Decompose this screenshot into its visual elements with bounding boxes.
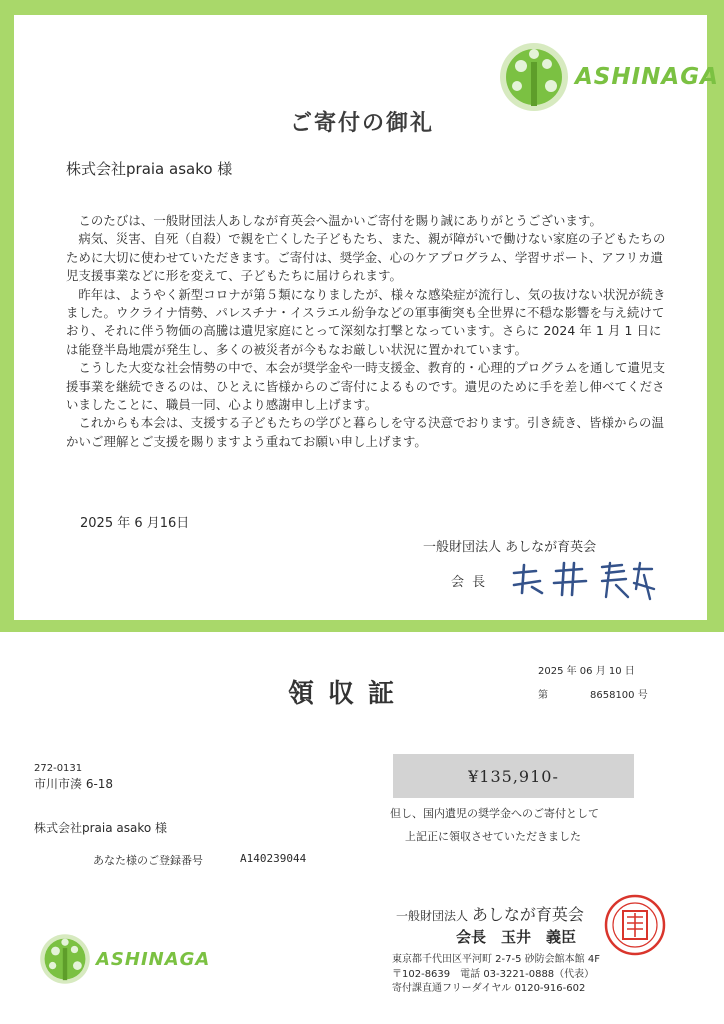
donation-amount: ¥135,910- xyxy=(468,766,559,786)
recipient-address: 市川市湊 6-18 xyxy=(34,777,114,791)
organization-free-dial: 寄付課直通フリーダイヤル 0120-916-602 xyxy=(392,983,586,994)
organization-prefix: 一般財団法人 xyxy=(396,909,469,923)
letter-body xyxy=(66,212,666,451)
receipt-president: 会長 玉井 義臣 xyxy=(456,928,577,946)
organization-name: あしなが育英会 xyxy=(471,905,584,924)
registration-label: あなた様のご登録番号 xyxy=(93,854,203,867)
amount-box xyxy=(393,754,634,798)
receipt-number-label: 第 xyxy=(538,690,548,701)
receipt-number-value: 8658100 号 xyxy=(590,690,648,701)
letter-paragraph: このたびは、一般財団法人あしなが育英会へ温かいご寄付を賜り誠にありがとうございます。 xyxy=(78,213,603,228)
postal-code: 272-0131 xyxy=(34,763,83,774)
ashinaga-logo-small xyxy=(38,932,210,986)
letter-date: 2025 年 6 月16日 xyxy=(80,516,190,531)
receipt-addressee: 株式会社praia asako 様 xyxy=(34,821,168,835)
receipt-note: 但し、国内遺児の奨学金へのご寄付として xyxy=(390,807,599,820)
organization-address: 東京都千代田区平河町 2-7-5 砂防会館本館 4F xyxy=(392,954,600,965)
letter-organization: 一般財団法人 あしなが育英会 xyxy=(423,540,597,555)
registration-number: A140239044 xyxy=(240,852,307,865)
receipt-organization xyxy=(396,902,584,925)
official-seal-icon xyxy=(603,893,667,957)
letter-paragraph: 病気、災害、自死（自殺）で親を亡くした子どもたち、また、親が障がいで働けない家庭の子どもたちのために大切に使わせていただきます。ご寄付は、奨学金、心のケアプログラム、学習サポート、アフリカ遺児支援事業などに形を変えて、子どもたちに届けられます。 xyxy=(66,231,666,284)
tree-logo-icon xyxy=(497,40,571,114)
logo-wordmark: ASHINAGA xyxy=(96,948,211,970)
letter-title: ご寄付の御礼 xyxy=(289,111,434,136)
ashinaga-logo xyxy=(497,40,719,114)
letter-role: 会 長 xyxy=(451,575,488,590)
letter-paragraph: これからも本会は、支援する子どもたちの学びと暮らしを守る決意でおります。引き続き、皆様からの温かいご理解とご支援を賜りますよう重ねてお願い申し上げます。 xyxy=(66,415,664,449)
receipt-date: 2025 年 06 月 10 日 xyxy=(538,666,635,677)
receipt-note: 上記正に領収させていただきました xyxy=(405,830,581,843)
letter-addressee: 株式会社praia asako 様 xyxy=(66,160,233,178)
organization-phone: 〒102-8639 電話 03-3221-0888（代表） xyxy=(392,969,595,980)
letter-paragraph: こうした大変な社会情勢の中で、本会が奨学金や一時支援金、教育的・心理的プログラムを通して遺児支援事業を継続できるのは、ひとえに皆様からのご寄付によるものです。遺児のために手を差し伸べてくださいましたことに、職員一同、心より感謝申し上げます。 xyxy=(66,360,666,413)
logo-wordmark: ASHINAGA xyxy=(575,64,719,90)
tree-logo-icon xyxy=(38,932,92,986)
receipt-title: 領収証 xyxy=(288,679,409,709)
letter-paragraph: 昨年は、ようやく新型コロナが第５類になりましたが、様々な感染症が流行し、気の抜けない状況が続きました。ウクライナ情勢、パレスチナ・イスラエル紛争などの軍事衝突も全世界に不穏な影響を与え続けており、それに伴う物価の高騰は遺児家庭にとって深刻な打撃となっています。さらに 2024 年 1 月 1 日には能登半島地震が発生し、多くの被災者が今もなお厳しい状況に置かれています。 xyxy=(66,286,666,357)
receipt-number xyxy=(538,686,648,701)
handwritten-signature xyxy=(506,559,656,603)
